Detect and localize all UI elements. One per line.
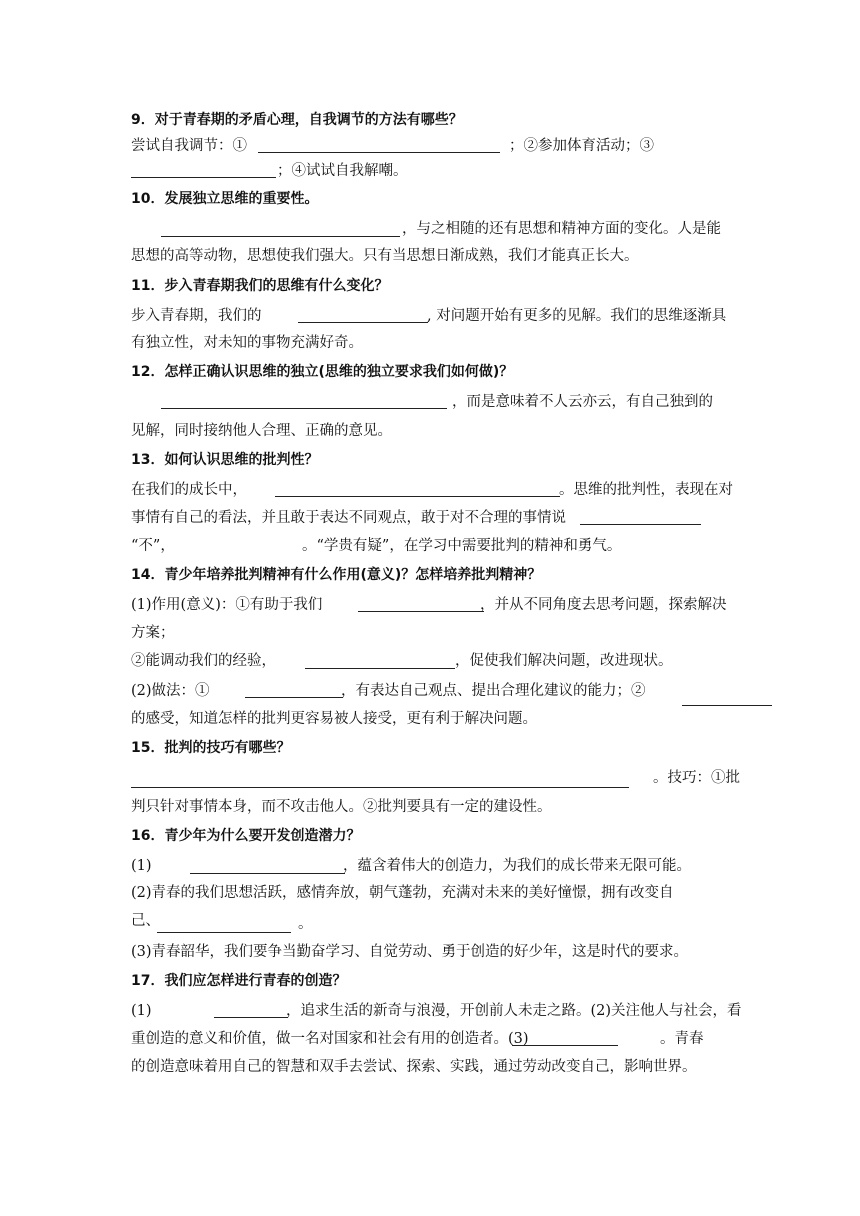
question-10-title: 10．发展独立思维的重要性。: [131, 191, 319, 207]
q14-text-e: ，促使我们解决问题，改进现状。: [455, 653, 673, 669]
q15-text-b: 判只针对事情本身，而不攻击他人。②批判要具有一定的建设性。: [131, 799, 552, 815]
question-16-title: 16．青少年为什么要开发创造潜力？: [131, 828, 361, 844]
q9-text-a: 尝试自我调节：①: [131, 138, 247, 154]
q16-text-c: (2)青春的我们思想活跃，感情奔放，朝气蓬勃，充满对未来的美好憧憬，拥有改变自: [131, 885, 674, 901]
q16-answer-blank-2[interactable]: [157, 932, 291, 933]
q16-text-a: (1): [131, 858, 152, 874]
q13-text-a: 在我们的成长中，: [131, 482, 247, 498]
q14-answer-blank-4[interactable]: [682, 705, 772, 706]
q16-text-b: ，蕴含着伟大的创造力，为我们的成长带来无限可能。: [343, 858, 691, 874]
q9-answer-blank-2[interactable]: [131, 177, 276, 178]
question-9-line-1: [131, 136, 247, 156]
q16-text-f: (3)青春韶华，我们要争当勤奋学习、自觉劳动、勇于创造的好少年，这是时代的要求。: [131, 944, 689, 960]
question-15-title: 15．批判的技巧有哪些？: [131, 740, 291, 756]
q10-answer-blank-1[interactable]: [161, 236, 400, 237]
q11-answer-blank-1[interactable]: [298, 322, 428, 323]
q11-text-b: , 对问题开始有更多的见解。我们的思维逐渐具: [427, 308, 727, 324]
q17-text-c: 重创造的意义和价值，做一名对国家和社会有用的创造者。(3): [131, 1031, 529, 1047]
q9-text-b: ；②参加体育活动；③: [509, 138, 654, 154]
question-9-title: 9．对于青春期的矛盾心理，自我调节的方法有哪些？: [131, 112, 463, 128]
q14-text-d: ②能调动我们的经验，: [131, 653, 276, 669]
q13-answer-blank-1[interactable]: [275, 496, 560, 497]
q9-answer-blank-1[interactable]: [258, 152, 500, 153]
q14-text-f: (2)做法：①: [131, 683, 210, 699]
q14-text-c: 方案；: [131, 625, 175, 641]
q16-answer-blank-1[interactable]: [190, 873, 345, 874]
q13-text-c: 事情有自己的看法，并且敢于表达不同观点，敢于对不合理的事情说: [131, 510, 566, 526]
q17-answer-blank-1[interactable]: [214, 1017, 288, 1018]
q9-text-c: ；④试试自我解嘲。: [277, 163, 408, 179]
q16-text-d: 己、: [131, 913, 160, 929]
q13-text-b: 。思维的批判性，表现在对: [559, 482, 733, 498]
q14-answer-blank-1[interactable]: [358, 611, 484, 612]
question-17-title: 17．我们应怎样进行青春的创造？: [131, 973, 347, 989]
q14-text-a: (1)作用(意义)：①有助于我们: [131, 597, 323, 613]
q17-text-b: ，追求生活的新奇与浪漫，开创前人未走之路。(2)关注他人与社会，看: [286, 1003, 742, 1019]
q13-answer-blank-2[interactable]: [580, 524, 701, 525]
q17-text-e: 的创造意味着用自己的智慧和双手去尝试、探索、实践，通过劳动改变自己，影响世界。: [131, 1059, 697, 1075]
q13-text-d: “不”，: [131, 538, 175, 554]
q15-answer-blank-1[interactable]: [131, 787, 629, 788]
q12-text-a: ，而是意味着不人云亦云，有自己独到的: [452, 394, 713, 410]
q10-text-a: ，与之相随的还有思想和精神方面的变化。人是能: [402, 221, 721, 237]
question-13-title: 13．如何认识思维的批判性？: [131, 452, 319, 468]
q16-text-e: 。: [298, 916, 313, 932]
q11-text-c: 有独立性，对未知的事物充满好奇。: [131, 335, 363, 351]
q10-text-b: 思想的高等动物，思想使我们强大。只有当思想日渐成熟，我们才能真正长大。: [131, 248, 639, 264]
q17-answer-blank-2[interactable]: [512, 1045, 618, 1046]
q14-answer-blank-3[interactable]: [245, 697, 343, 698]
question-11-title: 11．步入青春期我们的思维有什么变化？: [131, 278, 389, 294]
q17-text-d: 。青春: [660, 1031, 704, 1047]
q14-text-h: 的感受，知道怎样的批判更容易被人接受，更有利于解决问题。: [131, 711, 537, 727]
q12-answer-blank-1[interactable]: [161, 408, 447, 409]
question-12-title: 12．怎样正确认识思维的独立(思维的独立要求我们如何做)？: [131, 364, 514, 380]
q13-text-e: 。“学贵有疑”，在学习中需要批判的精神和勇气。: [302, 538, 622, 554]
q17-text-a: (1): [131, 1003, 152, 1019]
q15-text-a: 。技巧：①批: [653, 770, 740, 786]
question-14-title: 14．青少年培养批判精神有什么作用(意义)？怎样培养批判精神？: [131, 567, 542, 583]
q14-text-b: ，并从不同角度去思考问题，探索解决: [480, 597, 727, 613]
q11-text-a: 步入青春期，我们的: [131, 308, 262, 324]
q12-text-b: 见解，同时接纳他人合理、正确的意见。: [131, 423, 392, 439]
q14-text-g: ，有表达自己观点、提出合理化建议的能力；②: [341, 683, 646, 699]
q14-answer-blank-2[interactable]: [305, 668, 455, 669]
